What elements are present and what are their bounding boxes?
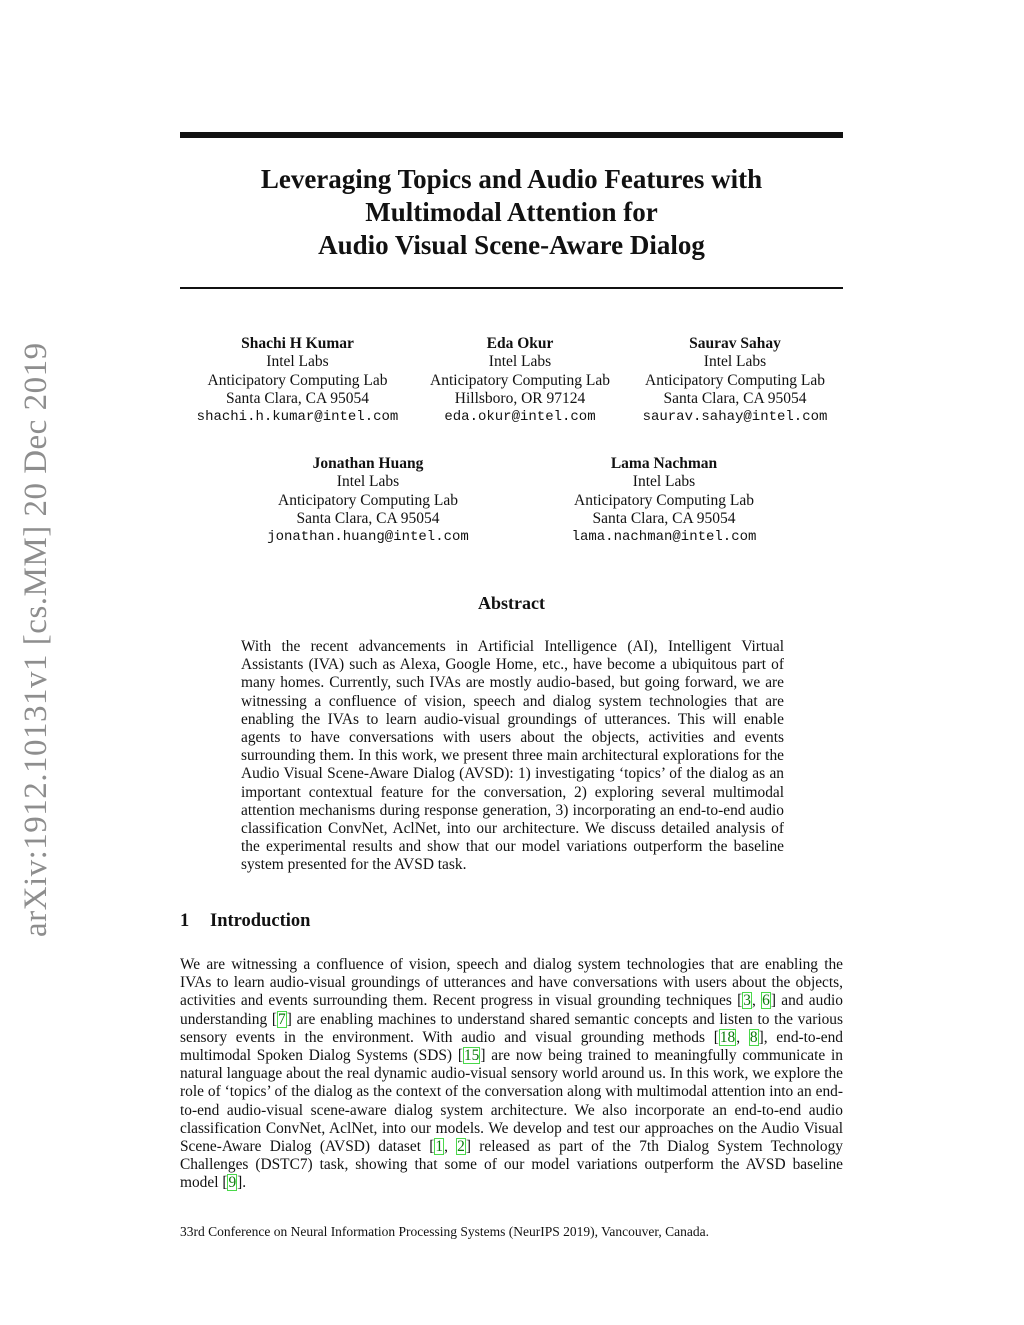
section-title: Introduction — [210, 911, 311, 931]
paper-title — [180, 163, 843, 262]
author-affiliation: Intel Labs — [632, 473, 696, 491]
author-location: Santa Clara, CA 95054 — [592, 509, 736, 527]
title-bottom-rule — [180, 287, 843, 289]
title-line: Leveraging Topics and Audio Features with — [260, 164, 763, 194]
author-lab: Anticipatory Computing Lab — [430, 371, 610, 389]
author-block — [415, 335, 625, 426]
author-name: Lama Nachman — [610, 455, 718, 472]
intro-text: ] are enabling machines to understand shared semantic concepts and listen to the various sensory events in the environment. With audio and visual grounding methods [ — [180, 1010, 843, 1046]
author-name: Jonathan Huang — [312, 455, 424, 472]
author-name: Shachi H Kumar — [241, 335, 354, 352]
intro-text: ] are now being trained to meaningfully communicate in natural language about the real dynamic audio-visual sensory world around us. In this work, we explore the role of ‘topics’ of the dialog as the context of the conversation along with multimodal attention into an end-to-end audio-visual scene-aware dialog system architecture. We also incorporate an end-to-end audio classification ConvNet, AclNet, into our models. We develop and test our approaches on the Audio Visual Scene-Aware Dialog (AVSD) dataset [ — [180, 1047, 843, 1156]
citation-separator: , — [736, 1028, 749, 1046]
author-lab: Anticipatory Computing Lab — [645, 371, 825, 389]
author-affiliation: Intel Labs — [488, 353, 552, 371]
intro-text: ] and audio understanding [ — [180, 992, 843, 1028]
title-line: Multimodal Attention for — [365, 197, 658, 227]
citation-link[interactable]: 3 — [743, 992, 751, 1010]
author-block — [190, 335, 405, 426]
author-email[interactable]: lama.nachman@intel.com — [571, 529, 757, 546]
intro-text: ] released as part of the 7th Dialog System Technology Challenges (DSTC7) task, showing that some of our model variations outperform the AVSD baseline model [ — [180, 1138, 844, 1192]
author-email[interactable]: shachi.h.kumar@intel.com — [196, 409, 399, 426]
author-location: Hillsboro, OR 97124 — [454, 389, 586, 407]
abstract-heading: Abstract — [478, 593, 545, 613]
author-block — [630, 335, 840, 426]
conference-footnote: 33rd Conference on Neural Information Processing Systems (NeurIPS 2019), Vancouver, Canada. — [180, 1224, 709, 1239]
author-block — [258, 455, 478, 546]
section-heading-introduction — [180, 911, 310, 932]
author-affiliation: Intel Labs — [703, 353, 767, 371]
author-affiliation: Intel Labs — [266, 353, 329, 371]
title-top-rule — [180, 132, 843, 138]
citation-link[interactable]: 6 — [762, 992, 770, 1010]
arxiv-identifier: arXiv:1912.10131v1 [cs.MM] 20 Dec 2019 — [18, 342, 54, 938]
author-email[interactable]: eda.okur@intel.com — [444, 409, 596, 426]
author-name: Eda Okur — [486, 335, 554, 352]
author-affiliation: Intel Labs — [336, 473, 400, 491]
author-email[interactable]: jonathan.huang@intel.com — [267, 529, 469, 546]
introduction-paragraph — [180, 956, 843, 1193]
citation-link[interactable]: 7 — [278, 1010, 286, 1028]
author-location: Santa Clara, CA 95054 — [663, 389, 807, 407]
author-location: Santa Clara, CA 95054 — [296, 509, 440, 527]
author-lab: Anticipatory Computing Lab — [278, 491, 458, 509]
author-block — [554, 455, 774, 546]
citation-link[interactable]: 8 — [749, 1028, 758, 1046]
intro-text: ]. — [237, 1174, 247, 1192]
citation-link[interactable]: 9 — [228, 1174, 237, 1192]
intro-text: We are witnessing a confluence of vision, speech and dialog system technologies that are enabling the IVAs to learn audio-visual groundings of utterances and have conversations with users about the objects, activities and events surrounding them. Recent progress in visual grounding techniques [ — [180, 956, 843, 1010]
citation-link[interactable]: 18 — [719, 1028, 736, 1046]
title-line: Audio Visual Scene-Aware Dialog — [318, 230, 705, 260]
intro-text: ], end-to-end multimodal Spoken Dialog Systems (SDS) [ — [180, 1028, 843, 1065]
citation-link[interactable]: 2 — [457, 1138, 465, 1156]
author-email[interactable]: saurav.sahay@intel.com — [642, 409, 828, 426]
section-number: 1 — [180, 911, 190, 931]
author-lab: Anticipatory Computing Lab — [207, 371, 388, 389]
citation-separator: , — [444, 1138, 457, 1156]
citation-separator: , — [751, 992, 762, 1010]
author-location: Santa Clara, CA 95054 — [226, 389, 369, 407]
citation-link[interactable]: 1 — [435, 1138, 444, 1156]
author-name: Saurav Sahay — [689, 335, 781, 352]
citation-link[interactable]: 15 — [463, 1047, 480, 1065]
author-lab: Anticipatory Computing Lab — [574, 491, 754, 509]
abstract-text: With the recent advancements in Artificial Intelligence (AI), Intelligent Virtual Assistants (IVA) such as Alexa, Google Home, etc., have become a ubiquitous part of many homes. Currently, such IVAs are mostly audio-based, but going forward, we are witnessing a confluence of vision, speech and dialog system technologies that are enabling the IVAs to learn audio-visual groundings of utterances. This will enable agents to have conversations with users about the objects, activities and events surrounding them. In this work, we present three main architectural explorations for the Audio Visual Scene-Aware Dialog (AVSD): 1) investigating ‘topics’ of the dialog as an important contextual feature for the conversation, 2) exploring several multimodal attention mechanisms during response generation, 3) incorporating an end-to-end audio classification ConvNet, AclNet, into our architecture. We discuss detailed analysis of the experimental results and show that our model variations outperform the baseline system presented for the AVSD task. — [241, 638, 784, 874]
